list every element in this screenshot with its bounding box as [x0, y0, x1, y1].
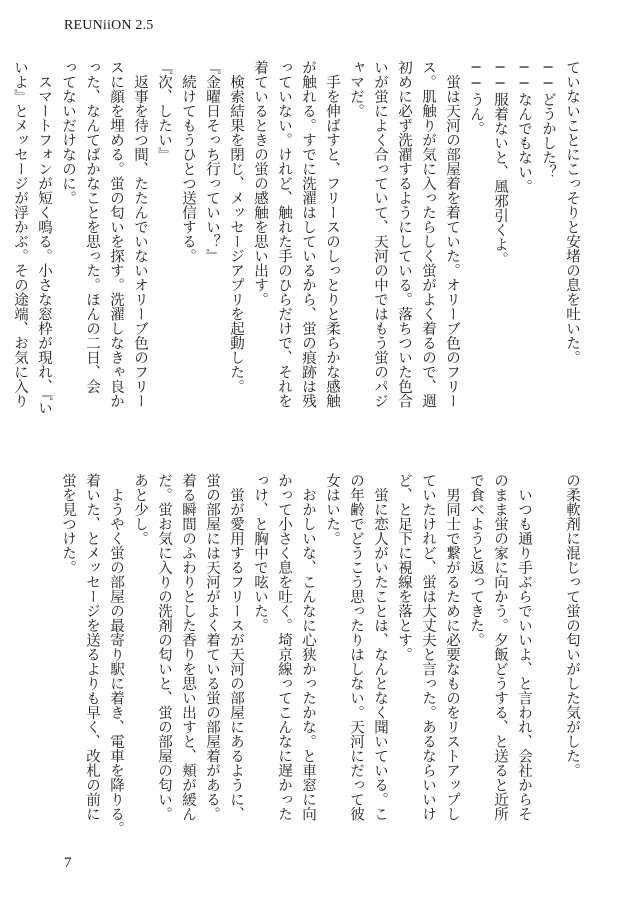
text-line: の柔軟剤に混じって蛍の匂いがした気がした。: [564, 473, 580, 778]
text-line: おかしいな、こんなに心狭かったかな。と車窓に向: [300, 473, 316, 821]
text-line: あと少し。: [132, 473, 148, 546]
text-line: ってないだけなのに。: [60, 60, 76, 205]
text-line: ──どうかした？: [540, 60, 556, 179]
text-line: いよ』とメッセージが浮かぶ。その途端、お気に入り: [12, 60, 28, 408]
text-line: が触れる。すでに洗濯はしているから、蛍の痕跡は残: [300, 60, 316, 408]
text-line: 蛍に恋人がいたことは、なんとなく聞いている。こ: [372, 473, 388, 821]
text-line: スに顔を埋める。蛍の匂いを探す。洗濯しなきゃ良か: [108, 60, 124, 408]
text-line: 『次、したい』: [156, 60, 172, 162]
text-line: ──なんでもない。: [516, 60, 532, 194]
text-line: 女はいた。: [324, 473, 340, 546]
text-line: ャマだ。: [348, 60, 364, 118]
text-line: ていたけれど、蛍は大丈夫と言った。あるならいいけ: [420, 473, 436, 821]
text-line: ど、と足下に視線を落とす。: [396, 473, 412, 662]
text-line: スマートフォンが短く鳴る。小さな窓枠が現れ、『い: [36, 60, 52, 416]
text-line: 検索結果を閉じ、メッセージアプリを起動した。: [228, 60, 244, 394]
text-line: 着ているときの蛍の感触を思い出す。: [252, 60, 268, 307]
page-number: 7: [64, 855, 72, 871]
text-line: だ。蛍お気に入りの洗剤の匂いと、蛍の部屋の匂い。: [156, 473, 172, 821]
text-line: いが蛍によく合っていて、天河の中ではもう蛍のパジ: [372, 60, 388, 408]
text-line: ──うん。: [468, 60, 484, 136]
text-line: のまま蛍の家に向かう。夕飯どうする、と送ると近所: [492, 473, 508, 821]
text-line: いつも通り手ぶらでいいよ、と言われ、会社からそ: [516, 473, 532, 821]
text-line: かって小さく息を吐く。埼京線ってこんなに遅かった: [276, 473, 292, 821]
text-line: 蛍は天河の部屋着を着ていた。オリーブ色のフリー: [444, 60, 460, 408]
text-line: 初めに必ず洗濯するようにしている。落ちついた色合: [396, 60, 412, 408]
running-header: REUNiiON 2.5: [64, 18, 154, 33]
text-line: っていない。けれど、触れた手のひらだけで、それを: [276, 60, 292, 408]
text-line: [536, 473, 560, 833]
text-line: ──服着ないと、風邪引くよ。: [492, 60, 508, 266]
text-line: 蛍が愛用するフリースが天河の部屋にあるように、: [228, 473, 244, 821]
text-line: っけ、と胸中で呟いた。: [252, 473, 268, 633]
text-block-top: [8, 60, 584, 440]
text-line: 続けてもうひとつ送信する。: [180, 60, 196, 263]
text-line: 手を伸ばすと、フリースのしっとりと柔らかな感触: [324, 60, 340, 408]
text-line: 着いた、とメッセージを送るよりも早く、改札の前に: [84, 473, 100, 821]
text-line: の年齢でどうこう思ったりはしない。天河にだって彼: [348, 473, 364, 821]
text-line: で食べようと返ってきた。: [468, 473, 484, 647]
text-block-bottom: [56, 473, 584, 836]
text-line: 『金曜日そっち行っていい？』: [204, 60, 220, 263]
text-line: 男同士で繋がるために必要なものをリストアップし: [444, 473, 460, 821]
text-line: ていないことにこっそりと安堵の息を吐いた。: [564, 60, 580, 365]
text-line: 蛍を見つけた。: [60, 473, 76, 575]
text-line: 蛍の部屋には天河がよく着ている蛍の部屋着がある。: [204, 473, 220, 821]
text-line: 着る瞬間のふわりとした香りを思い出すと、頬が緩ん: [180, 473, 196, 821]
text-line: ス。肌触りが気に入ったらしく蛍がよく着るので、週: [420, 60, 436, 408]
text-line: ようやく蛍の部屋の最寄り駅に着き、電車を降りる。: [108, 473, 124, 836]
text-line: った、なんてばかなことを思った。ほんの二日、会: [84, 60, 100, 394]
text-line: 返事を待つ間、たたんでいないオリーブ色のフリー: [132, 60, 148, 408]
